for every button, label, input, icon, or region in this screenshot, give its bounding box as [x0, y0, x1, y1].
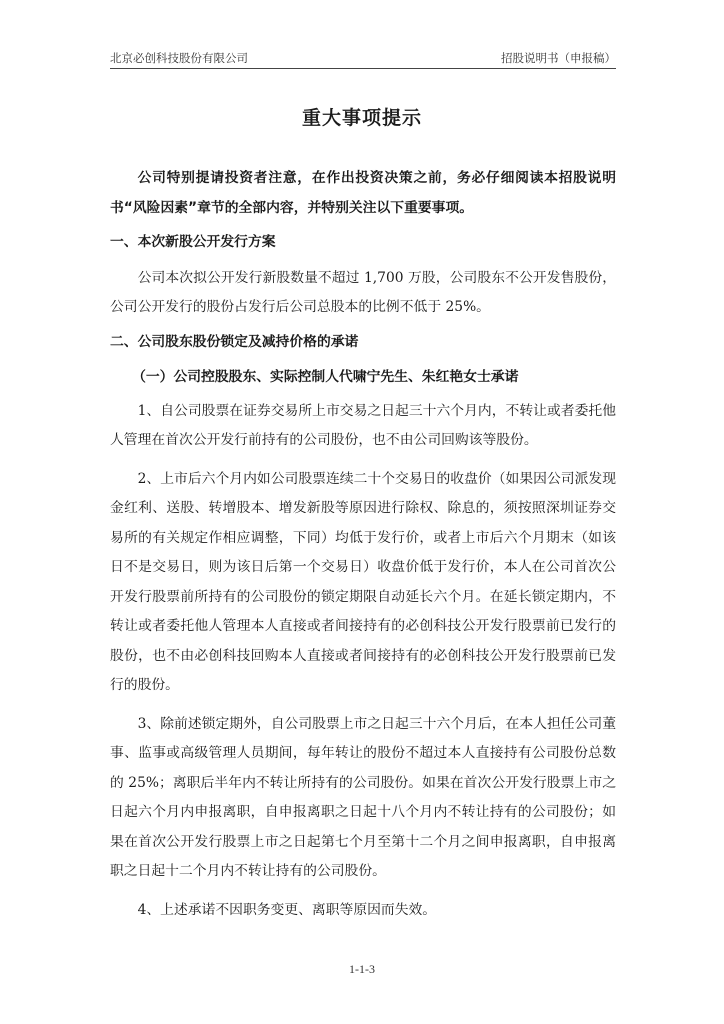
commitment-item-2: 2、上市后六个月内如公司股票连续二十个交易日的收盘价（如果因公司派发现金红利、送股、转增股本、增发新股等原因进行除权、除息的，须按照深圳证券交易所的有关规定作相应调整，下同）均低于发行价，或者上市后六个月期末（如该日不是交易日，则为该日后第一个交易日）收盘价低于发行价，本人在公司首次公开发行股票前所持有的公司股份的锁定期限自动延长六个月。在延长锁定期内，不转让或者委托他人管理本人直接或者间接持有的必创科技公开发行股票前已发行的股份，也不由必创科技回购本人直接或者间接持有的必创科技公开发行股票前已发行的股份。 — [110, 470, 616, 693]
commitment-item-1: 1、自公司股票在证券交易所上市交易之日起三十六个月内，不转让或者委托他人管理在首次公开发行前持有的公司股份，也不由公司回购该等股份。 — [110, 402, 616, 448]
intro-paragraph: 公司特别提请投资者注意，在作出投资决策之前，务必仔细阅读本招股说明书“风险因素”章节的全部内容，并特别关注以下重要事项。 — [110, 170, 616, 216]
header-document-type: 招股说明书（申报稿） — [501, 51, 616, 65]
header-divider — [110, 68, 616, 69]
page-number: 1-1-3 — [349, 962, 375, 976]
commitment-item-4: 4、上述承诺不因职务变更、离职等原因而失效。 — [137, 901, 437, 918]
section-1-paragraph: 公司本次拟公开发行新股数量不超过 1,700 万股，公司股东不公开发售股份，公司公开发行的股份占发行后公司总股本的比例不低于 25%。 — [110, 269, 616, 315]
document-body — [110, 164, 616, 925]
section-2-subheading: （一）公司控股股东、实际控制人代啸宁先生、朱红艳女士承诺 — [132, 369, 519, 385]
section-1-heading: 一、本次新股公开发行方案 — [110, 234, 276, 250]
section-2-heading: 二、公司股东股份锁定及减持价格的承诺 — [110, 333, 359, 350]
commitment-item-3: 3、除前述锁定期外，自公司股票上市之日起三十六个月后，在本人担任公司董事、监事或高级管理人员期间，每年转让的股份不超过本人直接持有公司股份总数的 25%；离职后半年内不转让所持有的公司股份。如果在首次公开发行股票上市之日起六个月内申报离职，自申报离职之日起十八个月内不转让持有的公司股份；如果在首次公开发行股票上市之日起第七个月至第十二个月之间申报离职，自申报离职之日起十二个月内不转让持有的公司股份。 — [110, 715, 616, 879]
page-title: 重大事项提示 — [301, 107, 422, 129]
header-company-name: 北京必创科技股份有限公司 — [110, 51, 248, 65]
